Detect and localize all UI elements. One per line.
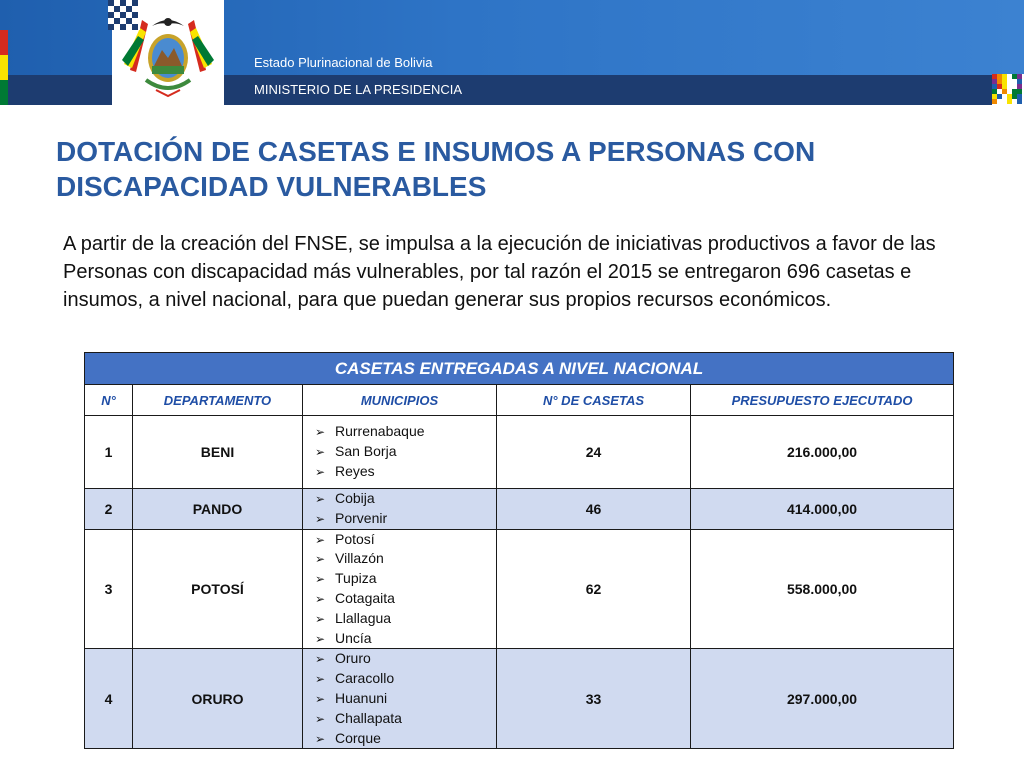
municipio-item: ➢ Tupiza <box>315 569 496 589</box>
row-casetas: 33 <box>497 649 691 749</box>
municipio-item: ➢ Challapata <box>315 709 496 729</box>
row-departamento: ORURO <box>133 649 303 749</box>
row-number: 1 <box>85 416 133 489</box>
intro-paragraph: A partir de la creación del FNSE, se impulsa a la ejecución de iniciativas productivos a favor de las Personas con discapacidad más vulnerables, por tal razón el 2015 se entregaron 696 casetas e insumos, a nivel nacional, para que puedan generar sus propios recursos económicos. <box>63 233 936 311</box>
municipio-item: ➢ Cotagaita <box>315 589 496 609</box>
table-caption: CASETAS ENTREGADAS A NIVEL NACIONAL <box>85 353 954 385</box>
row-departamento: POTOSÍ <box>133 529 303 649</box>
municipio-item: ➢ Oruro <box>315 649 496 669</box>
slide-title-line-2: DISCAPACIDAD VULNERABLES <box>56 171 487 202</box>
row-number: 4 <box>85 649 133 749</box>
col-header-number: N° <box>85 385 133 416</box>
row-departamento: BENI <box>133 416 303 489</box>
row-casetas: 24 <box>497 416 691 489</box>
municipio-item: ➢ Porvenir <box>315 509 496 529</box>
ministry-name: MINISTERIO DE LA PRESIDENCIA <box>254 82 463 97</box>
col-header-presupuesto: PRESUPUESTO EJECUTADO <box>691 385 954 416</box>
row-presupuesto: 297.000,00 <box>691 649 954 749</box>
table-row <box>85 489 954 530</box>
municipio-item: ➢ San Borja <box>315 442 496 462</box>
municipio-item: ➢ Llallagua <box>315 609 496 629</box>
wiphala-pattern-icon <box>108 0 140 30</box>
row-presupuesto: 558.000,00 <box>691 529 954 649</box>
row-municipios <box>303 529 497 649</box>
row-municipios <box>303 649 497 749</box>
row-presupuesto: 216.000,00 <box>691 416 954 489</box>
row-casetas: 62 <box>497 529 691 649</box>
row-presupuesto: 414.000,00 <box>691 489 954 530</box>
municipio-item: ➢ Potosí <box>315 530 496 550</box>
row-number: 2 <box>85 489 133 530</box>
table-row <box>85 649 954 749</box>
municipio-item: ➢ Rurrenabaque <box>315 422 496 442</box>
bolivia-flag-stripe <box>0 30 8 105</box>
col-header-departamento: DEPARTAMENTO <box>133 385 303 416</box>
municipio-item: ➢ Huanuni <box>315 689 496 709</box>
wiphala-flag-icon <box>992 74 1024 106</box>
state-name: Estado Plurinacional de Bolivia <box>254 55 433 70</box>
municipio-item: ➢ Caracollo <box>315 669 496 689</box>
municipio-item: ➢ Reyes <box>315 462 496 482</box>
col-header-municipios: MUNICIPIOS <box>303 385 497 416</box>
row-municipios <box>303 416 497 489</box>
table-row <box>85 529 954 649</box>
municipio-item: ➢ Cobija <box>315 489 496 509</box>
row-municipios <box>303 489 497 530</box>
slide-title <box>56 134 956 204</box>
col-header-casetas: N° DE CASETAS <box>497 385 691 416</box>
municipio-item: ➢ Corque <box>315 729 496 749</box>
row-casetas: 46 <box>497 489 691 530</box>
municipio-item: ➢ Villazón <box>315 549 496 569</box>
casetas-table <box>84 352 954 749</box>
table-row <box>85 416 954 489</box>
row-departamento: PANDO <box>133 489 303 530</box>
row-number: 3 <box>85 529 133 649</box>
municipio-item: ➢ Uncía <box>315 629 496 649</box>
slide-title-line-1: DOTACIÓN DE CASETAS E INSUMOS A PERSONAS CON <box>56 136 816 167</box>
